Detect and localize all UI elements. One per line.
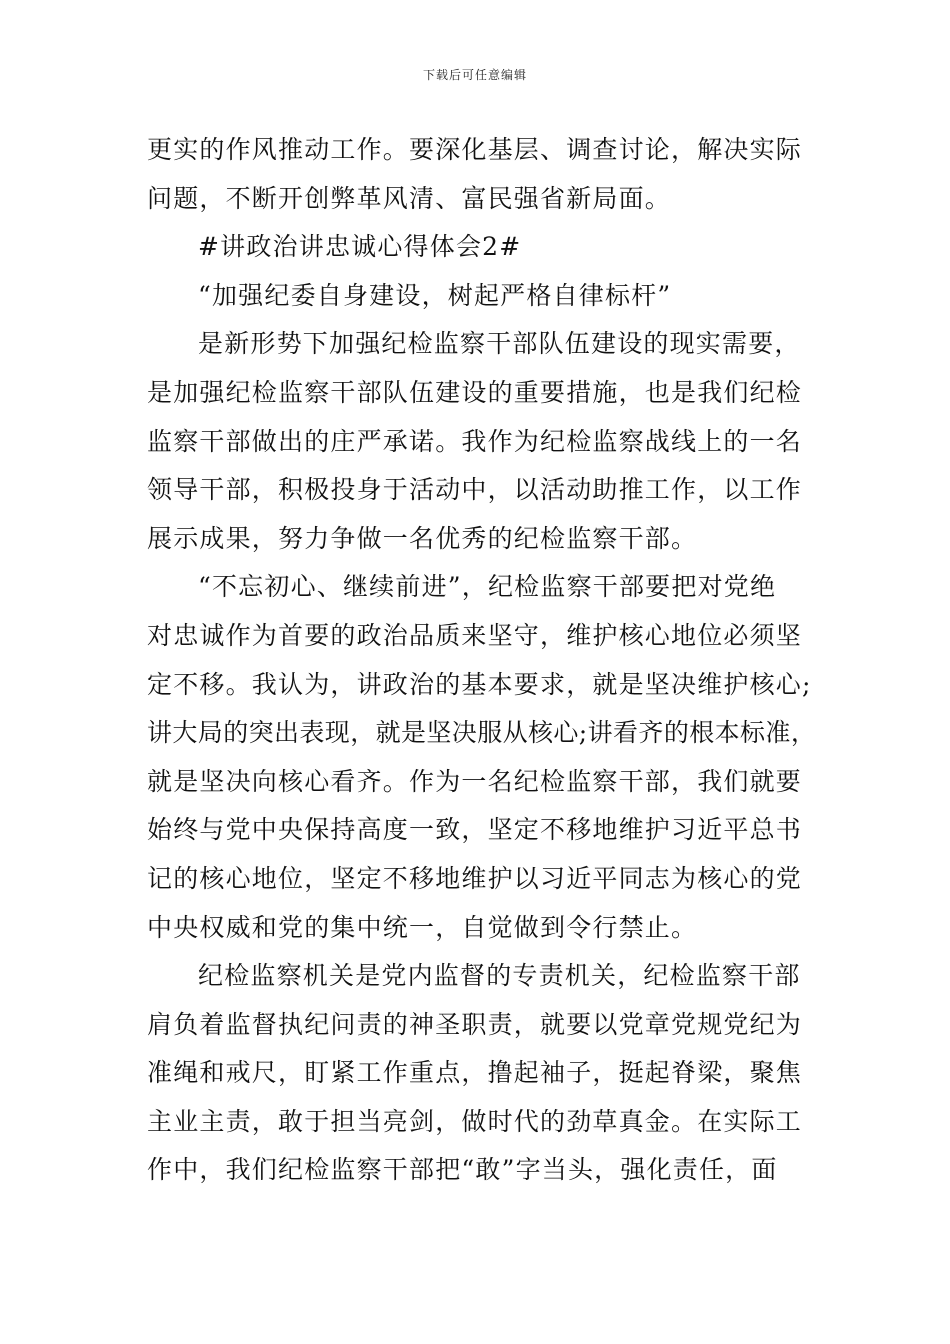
text-line: 中央权威和党的集中统一，自觉做到令行禁止。 [147,912,698,942]
text-line: 是新形势下加强纪检监察干部队伍建设的现实需要， [198,329,801,359]
text-line: 更实的作风推动工作。要深化基层、调查讨论，解决实际 [147,135,803,164]
text-line: 始终与党中央保持高度一致，坚定不移地维护习近平总书 [147,815,803,845]
text-line: 问题，不断开创弊革风清、富民强省新局面。 [147,183,672,213]
text-line: 记的核心地位，坚定不移地维护以习近平同志为核心的党 [147,863,803,893]
header-note: 下载后可任意编辑 [422,68,527,82]
text-line: 肩负着监督执纪问责的神圣职责，就要以党章党规党纪为 [147,1009,803,1039]
text-line: 作中，我们纪检监察干部把“敢”字当头，强化责任，面 [147,1155,778,1185]
text-line: 展示成果，努力争做一名优秀的纪检监察干部。 [147,523,698,553]
text-line: 对忠诚作为首要的政治品质来坚守，维护核心地位必须坚 [147,620,803,650]
text-line: 是加强纪检监察干部队伍建设的重要措施，也是我们纪检 [147,377,803,407]
text-line: 讲大局的突出表现，就是坚决服从核心;讲看齐的根本标准， [147,718,817,748]
text-line: 定不移。我认为，讲政治的基本要求，就是坚决维护核心; [147,669,812,699]
document-body [147,126,817,1195]
text-line: 领导干部，积极投身于活动中，以活动助推工作，以工作 [147,475,803,505]
text-line: 监察干部做出的庄严承诺。我作为纪检监察战线上的一名 [147,426,803,456]
text-line: 就是坚决向核心看齐。作为一名纪检监察干部，我们就要 [147,766,803,796]
text-line: 主业主责，敢于担当亮剑，做时代的劲草真金。在实际工 [147,1106,803,1136]
text-line: #讲政治讲忠诚心得体会2# [198,232,522,262]
text-line: 准绳和戒尺，盯紧工作重点，撸起袖子，挺起脊梁，聚焦 [147,1058,803,1088]
text-line: “不忘初心、继续前进”，纪检监察干部要把对党绝 [198,572,777,602]
text-line: 纪检监察机关是党内监督的专责机关，纪检监察干部 [198,961,801,991]
text-line: “加强纪委自身建设，树起严格自律标杆” [198,280,672,310]
